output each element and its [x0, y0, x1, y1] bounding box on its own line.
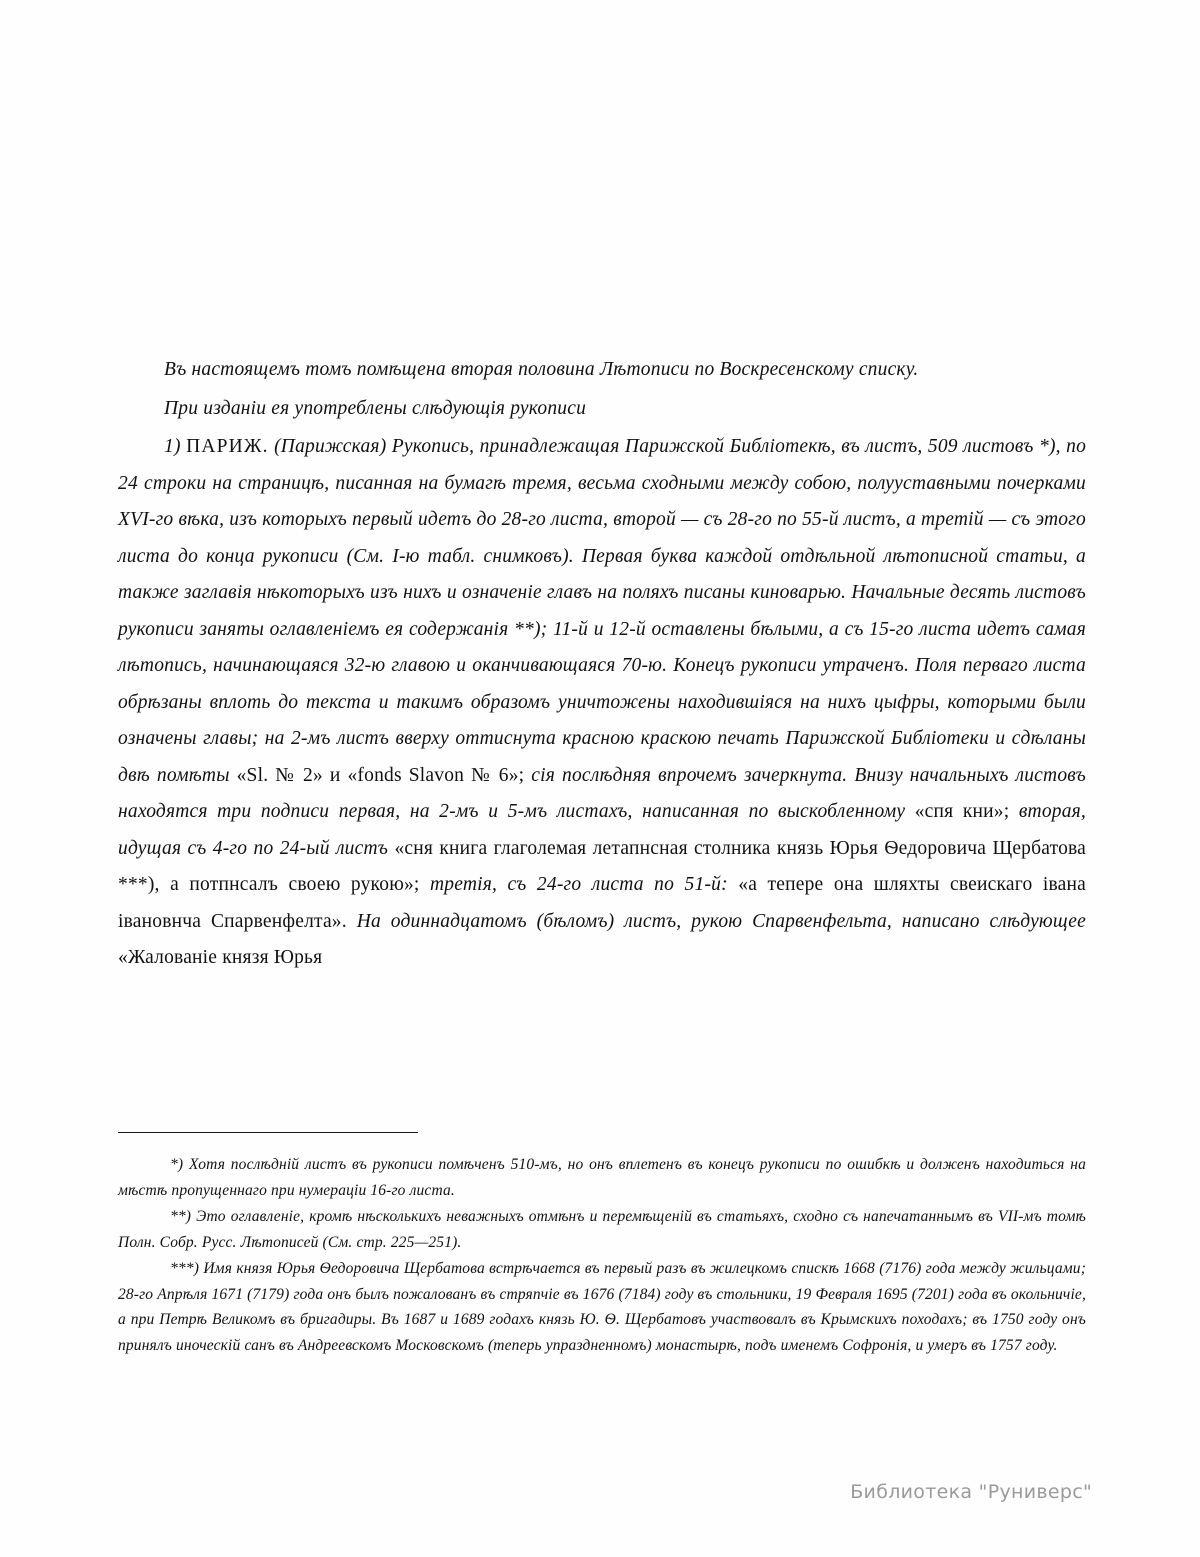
paragraph-intro-1: Въ настоящемъ томъ помѣщена вторая половина Лѣтописи по Воскресенскому списку. — [164, 359, 919, 380]
library-watermark: Библиотека "Руниверс" — [850, 1481, 1092, 1503]
manuscript-mark-two: «fonds Slavon № 6»; — [347, 764, 525, 786]
footnote-1-marker: *) — [170, 1156, 184, 1173]
signature-quote-two: «сня книга глаголемая летапнсная столника князь Юрья Ѳедоровича Щербатова ***), а потпнсалъ своею рукою»; — [118, 837, 1087, 895]
entry-number: 1) — [164, 436, 181, 457]
entry-text-continued-3: третiя, съ 24-го листа по 51-й: — [430, 874, 728, 895]
footnote-2 — [118, 1204, 1086, 1255]
signature-quote-one: «спя кни»; — [914, 801, 1010, 822]
signature-quote-four: «Жалованiе князя Юрья — [118, 947, 323, 968]
footnote-3 — [118, 1256, 1086, 1358]
paragraph-intro-2: При изданiи ея употреблены слѣдующiя рукописи — [164, 397, 587, 419]
footnote-2-marker: **) — [170, 1208, 192, 1225]
entry-text-continued-4: На одиннадцатомъ (бѣломъ) листъ, рукою Спарвенфельта, написано слѣдующее — [356, 910, 1087, 932]
footnote-2-text: Это оглавленiе, кромѣ нѣсколькихъ неважныхъ отмѣнъ и перемѣщенiй въ статьяхъ, сходно съ напечатаннымъ въ VII-мъ томѣ Полн. Собр. Русс. Лѣтописей (См. стр. 225—251). — [118, 1208, 1086, 1251]
footnote-3-marker: ***) — [170, 1260, 200, 1277]
manuscript-mark-conjunction: и — [329, 764, 341, 786]
signature-quote-three: «а тепере она шляхты свеискаго iвана iвановнча Спарвенфелта». — [118, 874, 1087, 932]
footnote-1 — [118, 1152, 1086, 1203]
entry-text-continued-1: сiя послѣдняя впрочемъ зачеркнута. Внизу начальныхъ листовъ находятся три подписи первая, на 2-мъ и 5-мъ листахъ, написанная по выскобленному — [118, 764, 1086, 822]
footnote-separator-rule — [118, 1132, 418, 1133]
footnotes-section — [118, 1152, 1086, 1359]
entry-heading: ПАРИЖ. — [186, 436, 269, 457]
paragraph-entry-paris — [118, 429, 1086, 977]
entry-text-continued-2: вторая, идущая съ 4-го по 24-ый листъ — [118, 801, 1087, 859]
footnote-3-text: Имя князя Юрья Ѳедоровича Щербатова встрѣчается въ первый разъ въ жилецкомъ спискѣ 1668 (7176) года между жильцами; 28-го Апрѣля 1671 (7179) года онъ былъ пожалованъ въ стряпчiе въ 1676 (7184) году въ стольники, 19 Февраля 1695 (7201) года въ окольничiе, а при Петрѣ Великомъ въ бригадиры. Въ 1687 и 1689 годахъ князь Ю. Ѳ. Щербатовъ участвовалъ въ Крымскихъ походахъ; въ 1750 году онъ принялъ иноческiй санъ въ Андреевскомъ Московскомъ (теперь упраздненномъ) монастырѣ, подъ именемъ Софронiя, и умеръ въ 1757 году. — [118, 1260, 1087, 1354]
footnote-1-text: Хотя послѣднiй листъ въ рукописи помѣченъ 510-мъ, но онъ вплетенъ въ конецъ рукописи по ошибкѣ и долженъ находиться на мѣстѣ пропущеннаго при нумерацiи 16-го листа. — [118, 1156, 1086, 1199]
entry-text-main: (Парижская) Рукопись, принадлежащая Парижской Библiотекѣ, въ листъ, 509 листовъ *), по 24 строки на страницѣ, писанная на бумагѣ тремя, весьма сходными между собою, полууставными почерками XVI-го вѣка, изъ которыхъ первый идетъ до 28-го листа, второй — съ 28-го по 55-й листъ, а третiй — съ этого листа до конца рукописи (См. I-ю табл. снимковъ). Первая буква каждой отдѣльной лѣтописной статьи, а также заглавiя нѣкоторыхъ изъ нихъ и означенiе главъ на поляхъ писаны киноварью. Начальные десять листовъ рукописи заняты оглавленiемъ ея содержанiя **); 11-й и 12-й оставлены бѣлыми, а съ 15-го листа идетъ самая лѣтопись, начинающаяся 32-ю главою и оканчивающаяся 70-ю. Конецъ рукописи утраченъ. Поля перваго листа обрѣзаны вплоть до текста и такимъ образомъ уничтожены находившiяся на нихъ цыфры, которыми были означены главы; на 2-мъ листъ вверху оттиснута красною краскою печать Парижской Библiотеки и сдѣланы двѣ помѣты — [118, 436, 1087, 786]
page-body — [118, 352, 1086, 979]
manuscript-mark-one: «Sl. № 2» — [236, 764, 323, 786]
